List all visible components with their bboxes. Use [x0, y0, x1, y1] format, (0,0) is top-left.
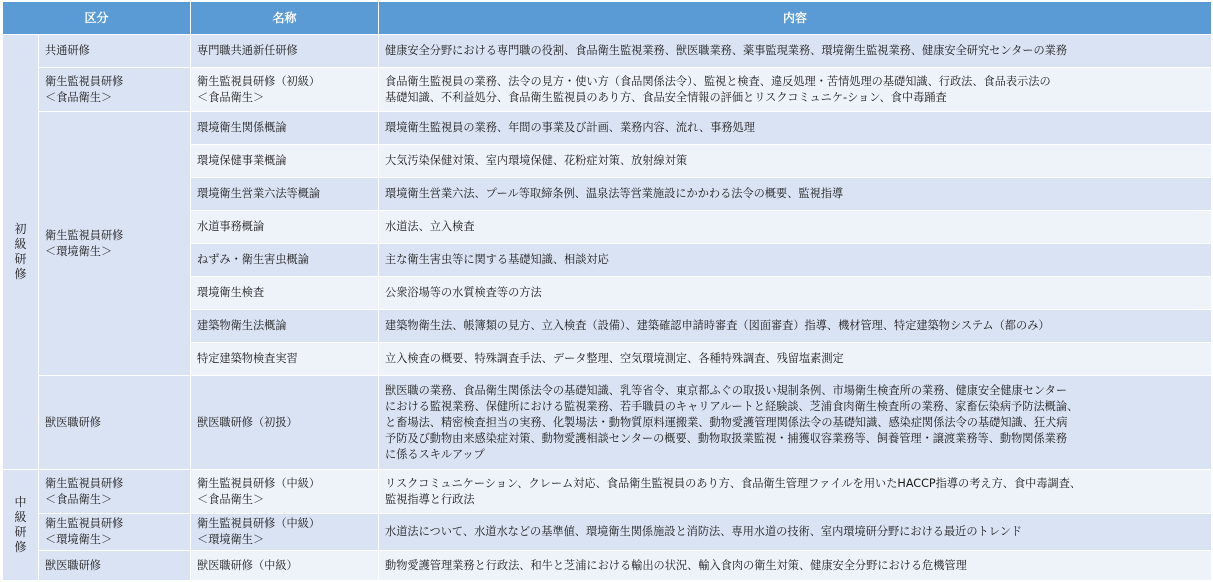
subcategory-vet: 獣医職研修: [39, 376, 191, 470]
row-name: 建築物衛生法概論: [191, 310, 379, 343]
row-content: 健康安全分野における専門職の役割、食品衛生監視業務、獣医職業務、薬事監現業務、環境衛生監視業務、健康安全研究センターの業務: [379, 35, 1212, 68]
header-category: 区分: [3, 2, 191, 35]
table-header-row: [3, 2, 1212, 35]
row-name: 衛生監視員研修（中級） ＜環境衛生＞: [191, 514, 379, 551]
table-row: [3, 376, 1212, 470]
subcategory-env: 衛生監視員研修 ＜環境衛生＞: [39, 112, 191, 376]
group-beginner: 初級研修: [3, 35, 39, 470]
row-name: 環境衛生検査: [191, 277, 379, 310]
row-content: 水道法、立入検査: [379, 211, 1212, 244]
row-content: 大気汚染保健対策、室内環境保健、花粉症対策、放射線対策: [379, 145, 1212, 178]
table-row: [3, 514, 1212, 551]
row-name: ねずみ・衛生害虫概論: [191, 244, 379, 277]
row-content: 獣医職の業務、食品衛生関係法令の基礎知識、乳等省令、東京都ふぐの取扱い規制条例、市場衛生検査所の業務、健康安全健康センター における監視業務、保健所における監視業務、若手職員のキャリアルートと経験談、芝浦食肉衛生検査所の業務、家畜伝染病予防法概論、 と畜場法、精密検査担当の実務、化製場法・動物質原料運搬業、動物愛護管理関係法令の基礎知識、感染症関係法令の基礎知識、狂犬病 予防及び動物由来感染症対策、動物愛護相談センターの概要、動物取扱業監視・捕獲収容業務等、飼養管理・譲渡業務等、動物関係業務 に係るスキルアップ: [379, 376, 1212, 470]
row-content: 公衆浴場等の水質検査等の方法: [379, 277, 1212, 310]
row-name: 獣医職研修（中級）: [191, 551, 379, 581]
row-content: リスクコミュニケーション、クレーム対応、食品衛生監視員のあり方、食品衛生管理ファイルを用いたHACCP指導の考え方、食中毒調査、 監視指導と行政法: [379, 470, 1212, 514]
row-content: 立入検査の概要、特殊調査手法、データ整理、空気環境測定、各種特殊調査、残留塩素測定: [379, 343, 1212, 376]
row-name: 水道事務概論: [191, 211, 379, 244]
table-row: [3, 35, 1212, 68]
row-name: 特定建築物検査実習: [191, 343, 379, 376]
row-content: 食品衛生監視員の業務、法令の見方・使い方（食品関係法令）、監視と検査、違反処理・苦情処理の基礎知識、行政法、食品表示法の 基礎知識、不利益処分、食品衛生監視員のあり方、食品安全情報の評価とリスクコミュニケ-ション、食中毒踊査: [379, 68, 1212, 112]
header-name: 名称: [191, 2, 379, 35]
subcategory-mid-vet: 獣医職研修: [39, 551, 191, 581]
row-name: 環境保健事業概論: [191, 145, 379, 178]
subcategory-mid-env: 衛生監視員研修 ＜環境衛生＞: [39, 514, 191, 551]
table-row: [3, 470, 1212, 514]
training-table: [2, 1, 1212, 581]
subcategory-mid-food: 衛生監視員研修 ＜食品衛生＞: [39, 470, 191, 514]
table-row: [3, 551, 1212, 581]
row-content: 動物愛護管理業務と行政法、和牛と芝浦における輸出の状況、輸入食肉の衛生対策、健康安全分野における危機管理: [379, 551, 1212, 581]
row-name: 環境衛生関係概論: [191, 112, 379, 145]
table-row: [3, 68, 1212, 112]
row-content: 建築物衛生法、帳簿類の見方、立入検査（設備）、建築確認申請時審査（図面審査）指導、機材管理、特定建築物システム（都のみ）: [379, 310, 1212, 343]
row-content: 環境衛生営業六法、プール等取締条例、温泉法等営業施設にかかわる法令の概要、監視指導: [379, 178, 1212, 211]
group-intermediate: 中級研修: [3, 470, 39, 581]
subcategory-food: 衛生監視員研修 ＜食品衛生＞: [39, 68, 191, 112]
row-name: 専門職共通新任研修: [191, 35, 379, 68]
row-content: 環境衛生監視員の業務、年間の事業及び計画、業務内容、流れ、事務処理: [379, 112, 1212, 145]
table-row: [3, 112, 1212, 145]
row-name: 環境衛生営業六法等概論: [191, 178, 379, 211]
row-name: 衛生監視員研修（中級） ＜食品衛生＞: [191, 470, 379, 514]
row-name: 衛生監視員研修（初級） ＜食品衛生＞: [191, 68, 379, 112]
row-content: 水道法について、水道水などの基準値、環境衛生関係施設と消防法、専用水道の技術、室内環境研分野における最近のトレンド: [379, 514, 1212, 551]
row-content: 主な衛生害虫等に関する基礎知識、相談対応: [379, 244, 1212, 277]
header-content: 内容: [379, 2, 1212, 35]
subcategory-common: 共通研修: [39, 35, 191, 68]
row-name: 獣医職研修（初扱）: [191, 376, 379, 470]
